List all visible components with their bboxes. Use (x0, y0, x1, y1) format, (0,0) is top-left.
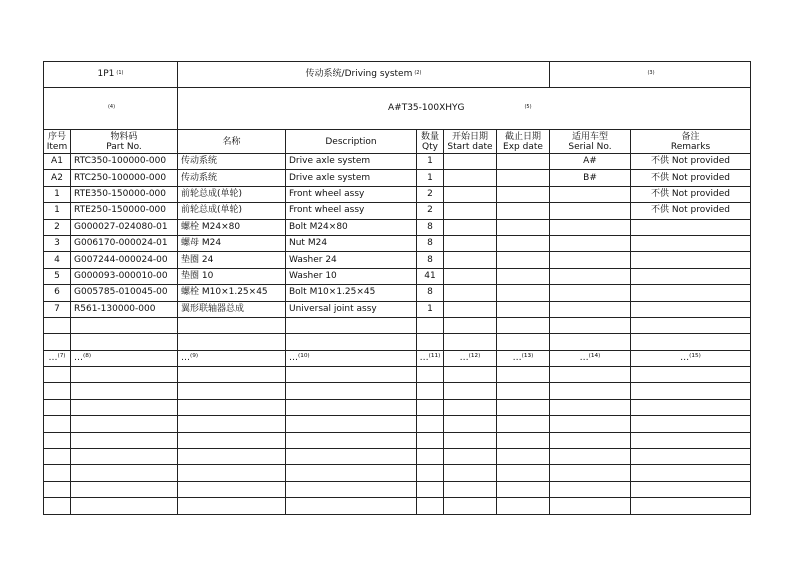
cell-exp (497, 285, 550, 301)
cell-part: RTE350-150000-000 (71, 186, 178, 202)
cell-desc (286, 399, 417, 415)
cell-start (444, 301, 497, 317)
cell-start (444, 334, 497, 350)
doc-code-cell: 1P1 $^{(1)}$ (44, 62, 178, 88)
cell-serial (550, 334, 631, 350)
header-part-no (71, 130, 178, 154)
cell-part: RTE250-150000-000 (71, 203, 178, 219)
cell-item (44, 481, 71, 497)
cell-remarks (631, 498, 751, 514)
cell-item: 1 (44, 203, 71, 219)
cell-qty: 41 (417, 268, 444, 284)
cell-start (444, 170, 497, 186)
cell-remarks: 不供 Not provided (631, 203, 751, 219)
cell-desc (286, 383, 417, 399)
cell-item: 5 (44, 268, 71, 284)
cell-part (71, 432, 178, 448)
table-row (44, 203, 751, 219)
model-cell: A#T35-100XHYG $^{(5)}$ (178, 88, 751, 130)
cell-qty: 1 (417, 154, 444, 170)
cell-part: G006170-000024-01 (71, 235, 178, 251)
cell-qty: 8 (417, 235, 444, 251)
cell-start (444, 252, 497, 268)
cell-serial (550, 186, 631, 202)
cell-exp (497, 252, 550, 268)
cell-serial (550, 317, 631, 333)
header-name-cn (178, 130, 286, 154)
cell-name (178, 367, 286, 383)
table-row (44, 154, 751, 170)
cell-qty (417, 449, 444, 465)
cell-serial (550, 301, 631, 317)
cell-part (71, 399, 178, 415)
cell-item (44, 416, 71, 432)
cell-qty (417, 481, 444, 497)
cell-exp (497, 383, 550, 399)
cell-start (444, 498, 497, 514)
cell-qty (417, 367, 444, 383)
cell-desc: Washer 24 (286, 252, 417, 268)
cell-desc: Front wheel assy (286, 186, 417, 202)
cell-name: 垫圈 24 (178, 252, 286, 268)
cell-qty (417, 317, 444, 333)
cell-start (444, 285, 497, 301)
cell-serial (550, 235, 631, 251)
cell-remarks: 不供 Not provided (631, 154, 751, 170)
header-exp-date-en: Exp date (503, 141, 543, 152)
cell-exp (497, 301, 550, 317)
cell-remarks (631, 301, 751, 317)
cell-item (44, 334, 71, 350)
cell-name: 翼形联轴器总成 (178, 301, 286, 317)
header-remarks-en: Remarks (670, 141, 711, 152)
cell-exp (497, 186, 550, 202)
header-start-date-en: Start date (447, 141, 493, 152)
cell-qty: 1 (417, 301, 444, 317)
cell-part (71, 449, 178, 465)
table-row (44, 367, 751, 383)
cell-desc (286, 498, 417, 514)
title-row (44, 62, 751, 88)
cell-item (44, 449, 71, 465)
table-row (44, 416, 751, 432)
header-start-date-cn: 开始日期 (451, 131, 488, 142)
cell-name: 传动系统 (178, 170, 286, 186)
cell-item (44, 383, 71, 399)
cell-item (44, 498, 71, 514)
cell-exp (497, 203, 550, 219)
header-serial-no (550, 130, 631, 154)
cell-qty (417, 383, 444, 399)
cell-serial (550, 252, 631, 268)
cell-item: A1 (44, 154, 71, 170)
cell-desc (286, 334, 417, 350)
header-qty-en: Qty (422, 141, 438, 152)
cell-exp (497, 498, 550, 514)
cell-name (178, 465, 286, 481)
cell-item: 3 (44, 235, 71, 251)
cell-item: 4 (44, 252, 71, 268)
table-row (44, 170, 751, 186)
cell-desc: Bolt M24×80 (286, 219, 417, 235)
cell-remarks: 不供 Not provided (631, 170, 751, 186)
cell-item (44, 317, 71, 333)
cell-serial: A# (550, 154, 631, 170)
table-row (44, 334, 751, 350)
table-row (44, 350, 751, 366)
cell-exp (497, 268, 550, 284)
cell-desc (286, 367, 417, 383)
cell-start (444, 383, 497, 399)
cell-start (444, 317, 497, 333)
cell-start (444, 186, 497, 202)
cell-desc: Nut M24 (286, 235, 417, 251)
cell-part (71, 383, 178, 399)
cell-name (178, 399, 286, 415)
table-row (44, 449, 751, 465)
cell-remarks (631, 252, 751, 268)
cell-part: G000027-024080-01 (71, 219, 178, 235)
cell-desc: Washer 10 (286, 268, 417, 284)
cell-remarks (631, 383, 751, 399)
cell-item (44, 367, 71, 383)
header-serial-no-cn: 适用车型 (571, 131, 608, 142)
cell-serial (550, 399, 631, 415)
cell-part (71, 481, 178, 497)
cell-remarks (631, 465, 751, 481)
cell-exp (497, 219, 550, 235)
cell-item: A2 (44, 170, 71, 186)
table-row (44, 268, 751, 284)
cell-desc: Drive axle system (286, 170, 417, 186)
header-exp-date-cn: 截止日期 (504, 131, 541, 142)
table-row (44, 383, 751, 399)
cell-serial (550, 465, 631, 481)
cell-part (71, 334, 178, 350)
header-description-cn: Description (325, 136, 377, 147)
cell-desc: …⁽¹⁰⁾ (286, 350, 417, 366)
cell-part: R561-130000-000 (71, 301, 178, 317)
table-row (44, 498, 751, 514)
table-row (44, 317, 751, 333)
header-qty-cn: 数量 (420, 131, 439, 142)
cell-item: 6 (44, 285, 71, 301)
cell-name: 前轮总成(单轮) (178, 203, 286, 219)
cell-remarks (631, 432, 751, 448)
cell-remarks: 不供 Not provided (631, 186, 751, 202)
cell-name: 垫圈 10 (178, 268, 286, 284)
header-item (44, 130, 71, 154)
cell-qty (417, 334, 444, 350)
cell-part (71, 317, 178, 333)
cell-qty: 8 (417, 285, 444, 301)
cell-desc (286, 481, 417, 497)
cell-desc (286, 449, 417, 465)
cell-name: 传动系统 (178, 154, 286, 170)
cell-remarks (631, 219, 751, 235)
cell-start (444, 203, 497, 219)
model-row (44, 88, 751, 130)
cell-qty: 8 (417, 219, 444, 235)
cell-remarks (631, 235, 751, 251)
parts-list-sheet (43, 61, 751, 515)
table-row (44, 186, 751, 202)
cell-remarks (631, 416, 751, 432)
header-start-date (444, 130, 497, 154)
cell-name (178, 383, 286, 399)
header-description (286, 130, 417, 154)
table-row (44, 219, 751, 235)
cell-part: G000093-000010-00 (71, 268, 178, 284)
cell-name (178, 481, 286, 497)
cell-serial (550, 416, 631, 432)
header-exp-date (497, 130, 550, 154)
system-title-cell: 传动系统/Driving system $^{(2)}$ (178, 62, 550, 88)
cell-start (444, 449, 497, 465)
cell-qty: 2 (417, 203, 444, 219)
cell-desc: Drive axle system (286, 154, 417, 170)
cell-desc: Front wheel assy (286, 203, 417, 219)
cell-qty (417, 416, 444, 432)
cell-item (44, 399, 71, 415)
table-row (44, 481, 751, 497)
cell-qty (417, 432, 444, 448)
cell-serial: B# (550, 170, 631, 186)
cell-part: G007244-000024-00 (71, 252, 178, 268)
cell-serial (550, 498, 631, 514)
cell-item: 2 (44, 219, 71, 235)
cell-serial (550, 449, 631, 465)
cell-start (444, 235, 497, 251)
cell-exp (497, 465, 550, 481)
cell-start (444, 432, 497, 448)
cell-qty: …⁽¹¹⁾ (417, 350, 444, 366)
table-row (44, 465, 751, 481)
cell-serial (550, 383, 631, 399)
cell-part (71, 367, 178, 383)
cell-desc (286, 416, 417, 432)
cell-serial (550, 285, 631, 301)
header-part-no-cn: 物料码 (110, 131, 138, 142)
cell-exp (497, 416, 550, 432)
cell-remarks (631, 268, 751, 284)
cell-qty (417, 465, 444, 481)
table-row (44, 301, 751, 317)
cell-remarks: …⁽¹⁵⁾ (631, 350, 751, 366)
table-row (44, 285, 751, 301)
cell-name (178, 334, 286, 350)
cell-name (178, 317, 286, 333)
cell-exp (497, 399, 550, 415)
cell-start (444, 367, 497, 383)
cell-remarks (631, 285, 751, 301)
cell-item: …⁽⁷⁾ (44, 350, 71, 366)
cell-desc (286, 432, 417, 448)
cell-qty: 2 (417, 186, 444, 202)
cell-exp (497, 481, 550, 497)
cell-serial: …⁽¹⁴⁾ (550, 350, 631, 366)
cell-name: 螺母 M24 (178, 235, 286, 251)
cell-name: …⁽⁹⁾ (178, 350, 286, 366)
cell-exp (497, 170, 550, 186)
cell-exp (497, 317, 550, 333)
cell-name (178, 432, 286, 448)
table-row (44, 399, 751, 415)
cell-item (44, 465, 71, 481)
cell-exp (497, 432, 550, 448)
cell-exp (497, 334, 550, 350)
cell-exp (497, 154, 550, 170)
cell-serial (550, 481, 631, 497)
cell-part (71, 465, 178, 481)
cell-serial (550, 219, 631, 235)
table-row (44, 235, 751, 251)
cell-qty: 1 (417, 170, 444, 186)
cell-name: 前轮总成(单轮) (178, 186, 286, 202)
header-serial-no-en: Serial No. (568, 141, 612, 152)
header-item-en: Item (46, 141, 68, 152)
cell-serial (550, 268, 631, 284)
cell-exp: …⁽¹³⁾ (497, 350, 550, 366)
cell-remarks (631, 399, 751, 415)
cell-desc: Universal joint assy (286, 301, 417, 317)
cell-item (44, 432, 71, 448)
cell-remarks (631, 334, 751, 350)
cell-start (444, 268, 497, 284)
cell-start (444, 481, 497, 497)
cell-name (178, 449, 286, 465)
note4-cell: (4) (44, 88, 178, 130)
header-part-no-en: Part No. (106, 141, 142, 152)
cell-desc: Bolt M10×1.25×45 (286, 285, 417, 301)
cell-serial (550, 203, 631, 219)
cell-part: RTC250-100000-000 (71, 170, 178, 186)
cell-item: 7 (44, 301, 71, 317)
cell-qty: 8 (417, 252, 444, 268)
header-remarks-cn: 备注 (681, 131, 700, 142)
cell-start (444, 399, 497, 415)
cell-start (444, 416, 497, 432)
cell-start (444, 154, 497, 170)
cell-serial (550, 432, 631, 448)
cell-qty (417, 399, 444, 415)
cell-part: RTC350-100000-000 (71, 154, 178, 170)
cell-part: G005785-010045-00 (71, 285, 178, 301)
cell-exp (497, 235, 550, 251)
header-qty (417, 130, 444, 154)
cell-name (178, 498, 286, 514)
header-remarks (631, 130, 751, 154)
note3-cell: (3) (550, 62, 751, 88)
column-header-row (44, 130, 751, 154)
cell-remarks (631, 481, 751, 497)
parts-table (43, 61, 751, 515)
cell-name (178, 416, 286, 432)
cell-start (444, 465, 497, 481)
cell-start: …⁽¹²⁾ (444, 350, 497, 366)
header-item-cn: 序号 (47, 131, 66, 142)
header-name-cn-cn: 名称 (222, 136, 241, 147)
table-row (44, 252, 751, 268)
cell-exp (497, 367, 550, 383)
cell-exp (497, 449, 550, 465)
cell-remarks (631, 367, 751, 383)
cell-desc (286, 465, 417, 481)
cell-start (444, 219, 497, 235)
cell-remarks (631, 317, 751, 333)
cell-part: …⁽⁸⁾ (71, 350, 178, 366)
table-row (44, 432, 751, 448)
cell-name: 螺栓 M24×80 (178, 219, 286, 235)
cell-part (71, 416, 178, 432)
cell-remarks (631, 449, 751, 465)
cell-part (71, 498, 178, 514)
cell-serial (550, 367, 631, 383)
cell-item: 1 (44, 186, 71, 202)
cell-name: 螺栓 M10×1.25×45 (178, 285, 286, 301)
cell-qty (417, 498, 444, 514)
cell-desc (286, 317, 417, 333)
